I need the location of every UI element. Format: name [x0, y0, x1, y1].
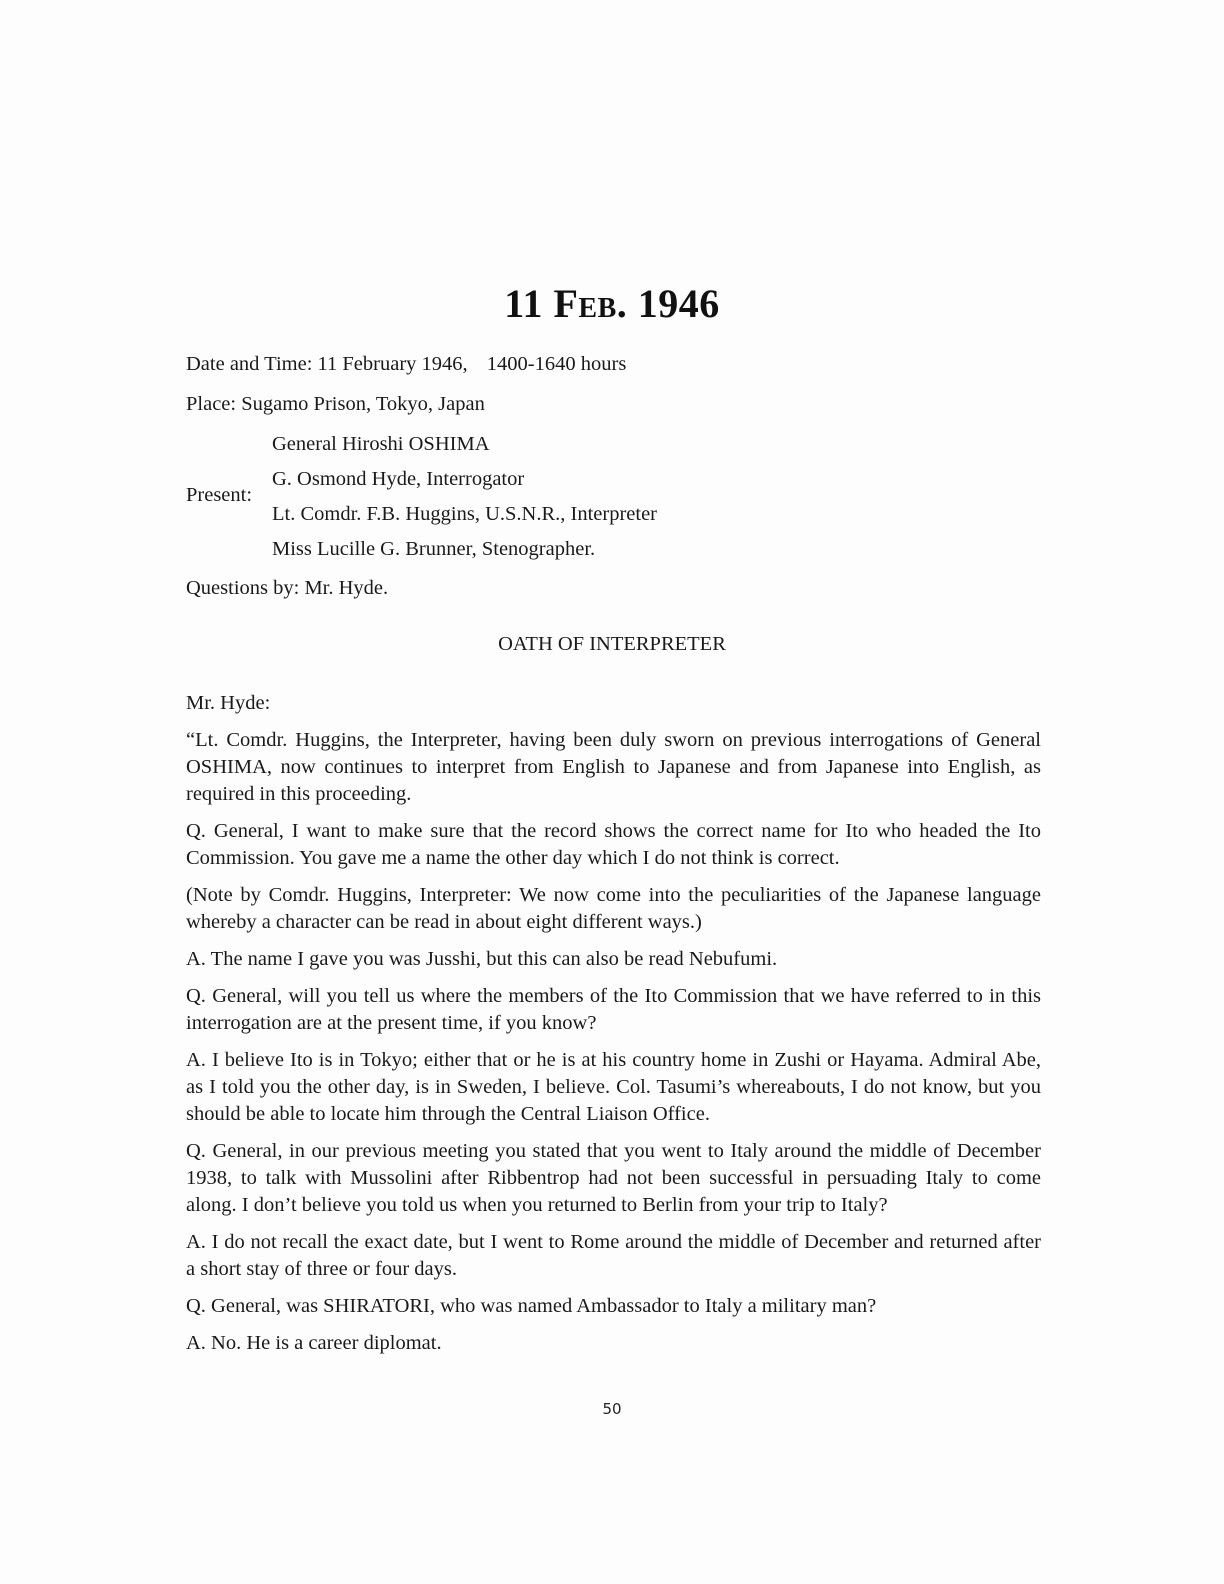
title-month: Feb.: [553, 281, 628, 326]
place-value: Sugamo Prison, Tokyo, Japan: [241, 393, 485, 415]
paragraph: A. The name I gave you was Jusshi, but this can also be read Nebufumi.: [186, 948, 778, 970]
date-time-label: Date and Time:: [186, 353, 313, 375]
present-item: Lt. Comdr. F.B. Huggins, U.S.N.R., Interpreter: [272, 503, 657, 525]
questions-line: [186, 575, 388, 601]
place-label: Place:: [186, 393, 237, 415]
paragraph: A. I do not recall the exact date, but I went to Rome around the middle of December and returned after a short stay of three or four days.: [186, 1231, 1041, 1280]
paragraph: (Note by Comdr. Huggins, Interpreter: We now come into the peculiarities of the Japanese language whereby a character can be read in about eight different ways.): [186, 884, 1041, 933]
paragraph: A. I believe Ito is in Tokyo; either that or he is at his country home in Zushi or Hayama. Admiral Abe, as I told you the other day, is in Sweden, I believe. Col. Tasumi’s whereabouts, I do not know, but you should be able to locate him through the Central Liaison Office.: [186, 1049, 1041, 1125]
paragraph: Q. General, will you tell us where the members of the Ito Commission that we have referred to in this interrogation are at the present time, if you know?: [186, 985, 1041, 1034]
questions-label: Questions by:: [186, 577, 300, 599]
present-item: G. Osmond Hyde, Interrogator: [272, 468, 525, 490]
paragraph: Q. General, I want to make sure that the record shows the correct name for Ito who headed the Ito Commission. You gave me a name the other day which I do not think is correct.: [186, 820, 1041, 869]
place-line: [186, 391, 485, 417]
title-year: 1946: [627, 281, 720, 326]
page-number: 50: [602, 1400, 622, 1418]
paragraph: Q. General, was SHIRATORI, who was named Ambassador to Italy a military man?: [186, 1295, 877, 1317]
page-title: [0, 280, 1224, 327]
date-value: 11 February 1946,: [317, 353, 468, 375]
paragraph: “Lt. Comdr. Huggins, the Interpreter, having been duly sworn on previous interrogations of General OSHIMA, now continues to interpret from English to Japanese and from Japanese into English, as required in this proceeding.: [186, 729, 1041, 805]
date-time-line: [186, 351, 626, 377]
paragraph: Mr. Hyde:: [186, 692, 271, 714]
transcript-body: [186, 690, 1041, 1367]
present-label: Present:: [186, 484, 253, 506]
present-item: General Hiroshi OSHIMA: [272, 433, 490, 455]
title-day: 11: [504, 281, 554, 326]
present-item: Miss Lucille G. Brunner, Stenographer.: [272, 538, 596, 560]
paragraph: A. No. He is a career diplomat.: [186, 1332, 442, 1354]
questions-value: Mr. Hyde.: [304, 577, 389, 599]
time-value: 1400-1640 hours: [486, 353, 627, 375]
section-heading: OATH OF INTERPRETER: [498, 633, 726, 655]
paragraph: Q. General, in our previous meeting you stated that you went to Italy around the middle of December 1938, to talk with Mussolini after Ribbentrop had not been successful in persuading Italy to come along. I don’t believe you told us when you returned to Berlin from your trip to Italy?: [186, 1140, 1041, 1216]
